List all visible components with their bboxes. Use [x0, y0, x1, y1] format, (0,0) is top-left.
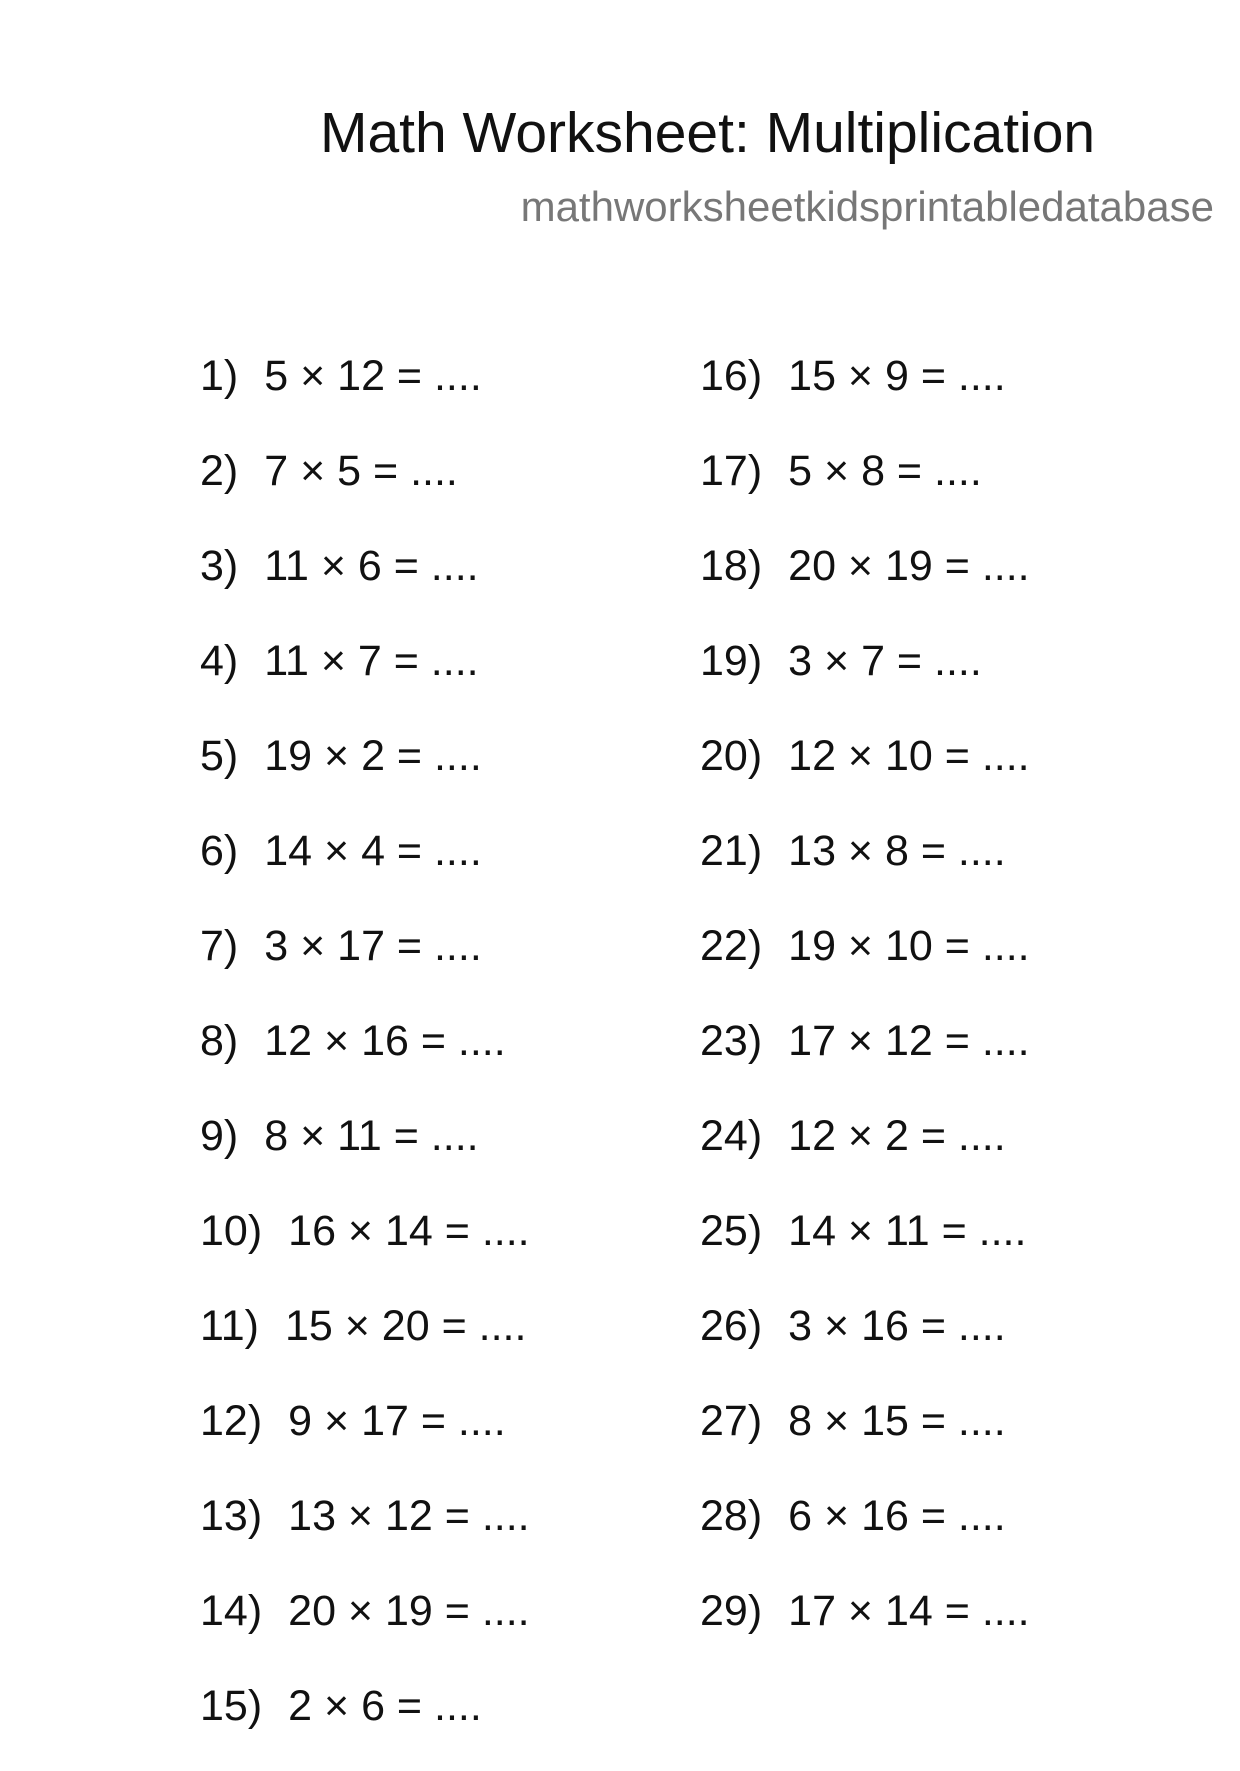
problem-number: 2) [200, 447, 239, 495]
worksheet-title: Math Worksheet: Multiplication [320, 101, 1096, 165]
problem-expression: 20 × 19 = .... [288, 1587, 530, 1635]
problem-number: 29) [700, 1587, 763, 1635]
problem-7 [200, 916, 530, 1011]
problem-number: 18) [700, 542, 763, 590]
problem-26 [700, 1296, 1030, 1391]
problem-number: 26) [700, 1302, 763, 1350]
problem-expression: 17 × 14 = .... [788, 1587, 1030, 1635]
problem-23 [700, 1011, 1030, 1106]
problem-number: 28) [700, 1492, 763, 1540]
problem-19 [700, 631, 1030, 726]
problem-3 [200, 536, 530, 631]
problem-expression: 14 × 11 = .... [788, 1207, 1027, 1255]
problem-20 [700, 726, 1030, 821]
problem-number: 23) [700, 1017, 763, 1065]
problem-expression: 7 × 5 = .... [264, 447, 458, 495]
problem-expression: 2 × 6 = .... [288, 1682, 482, 1730]
problem-9 [200, 1106, 530, 1201]
problem-number: 5) [200, 732, 239, 780]
problem-25 [700, 1201, 1030, 1296]
problem-expression: 15 × 20 = .... [284, 1302, 527, 1350]
problem-1 [200, 346, 530, 441]
problem-2 [200, 441, 530, 536]
problem-17 [700, 441, 1030, 536]
problem-27 [700, 1391, 1030, 1486]
problem-number: 8) [200, 1017, 239, 1065]
problem-number: 9) [200, 1112, 239, 1160]
problem-expression: 13 × 12 = .... [288, 1492, 530, 1540]
problem-number: 24) [700, 1112, 763, 1160]
problem-expression: 3 × 16 = .... [788, 1302, 1006, 1350]
problem-number: 12) [200, 1397, 263, 1445]
problem-5 [200, 726, 530, 821]
problem-22 [700, 916, 1030, 1011]
problem-expression: 8 × 11 = .... [264, 1112, 479, 1160]
problem-24 [700, 1106, 1030, 1201]
problem-number: 21) [700, 827, 763, 875]
worksheet-source: mathworksheetkidsprintabledatabase [520, 183, 1214, 230]
problem-expression: 14 × 4 = .... [264, 827, 482, 875]
problem-number: 17) [700, 447, 763, 495]
problem-number: 13) [200, 1492, 263, 1540]
problem-number: 3) [200, 542, 239, 590]
problem-expression: 12 × 10 = .... [788, 732, 1030, 780]
problem-11 [200, 1296, 530, 1391]
problem-expression: 5 × 8 = .... [788, 447, 982, 495]
problem-expression: 9 × 17 = .... [288, 1397, 506, 1445]
problem-expression: 8 × 15 = .... [788, 1397, 1006, 1445]
problem-15 [200, 1676, 530, 1771]
problem-number: 16) [700, 352, 763, 400]
problem-expression: 19 × 10 = .... [788, 922, 1030, 970]
problem-10 [200, 1201, 530, 1296]
problem-expression: 5 × 12 = .... [264, 352, 482, 400]
problem-expression: 20 × 19 = .... [788, 542, 1030, 590]
problem-29 [700, 1581, 1030, 1676]
problem-expression: 13 × 8 = .... [788, 827, 1006, 875]
problem-14 [200, 1581, 530, 1676]
problem-number: 1) [200, 352, 239, 400]
problem-expression: 11 × 7 = .... [264, 637, 479, 685]
problem-number: 7) [200, 922, 239, 970]
problem-expression: 3 × 17 = .... [264, 922, 482, 970]
problem-column-right [700, 346, 1030, 1676]
problem-expression: 15 × 9 = .... [788, 352, 1006, 400]
problem-expression: 19 × 2 = .... [264, 732, 482, 780]
problem-number: 22) [700, 922, 763, 970]
problem-number: 4) [200, 637, 239, 685]
problem-number: 20) [700, 732, 763, 780]
problem-number: 25) [700, 1207, 763, 1255]
problem-expression: 6 × 16 = .... [788, 1492, 1006, 1540]
problem-expression: 12 × 2 = .... [788, 1112, 1006, 1160]
problem-28 [700, 1486, 1030, 1581]
problem-expression: 17 × 12 = .... [788, 1017, 1030, 1065]
problem-number: 15) [200, 1682, 263, 1730]
problem-expression: 12 × 16 = .... [264, 1017, 506, 1065]
problem-12 [200, 1391, 530, 1486]
problem-number: 6) [200, 827, 239, 875]
problem-16 [700, 346, 1030, 441]
problem-13 [200, 1486, 530, 1581]
problem-4 [200, 631, 530, 726]
problem-number: 14) [200, 1587, 263, 1635]
problem-6 [200, 821, 530, 916]
problem-number: 19) [700, 637, 763, 685]
problem-number: 27) [700, 1397, 763, 1445]
problem-number: 10) [200, 1207, 263, 1255]
problem-number: 11) [200, 1302, 259, 1350]
problem-21 [700, 821, 1030, 916]
problem-column-left [200, 346, 530, 1771]
problem-expression: 3 × 7 = .... [788, 637, 982, 685]
problem-expression: 16 × 14 = .... [288, 1207, 530, 1255]
problem-expression: 11 × 6 = .... [264, 542, 479, 590]
problem-18 [700, 536, 1030, 631]
problem-8 [200, 1011, 530, 1106]
